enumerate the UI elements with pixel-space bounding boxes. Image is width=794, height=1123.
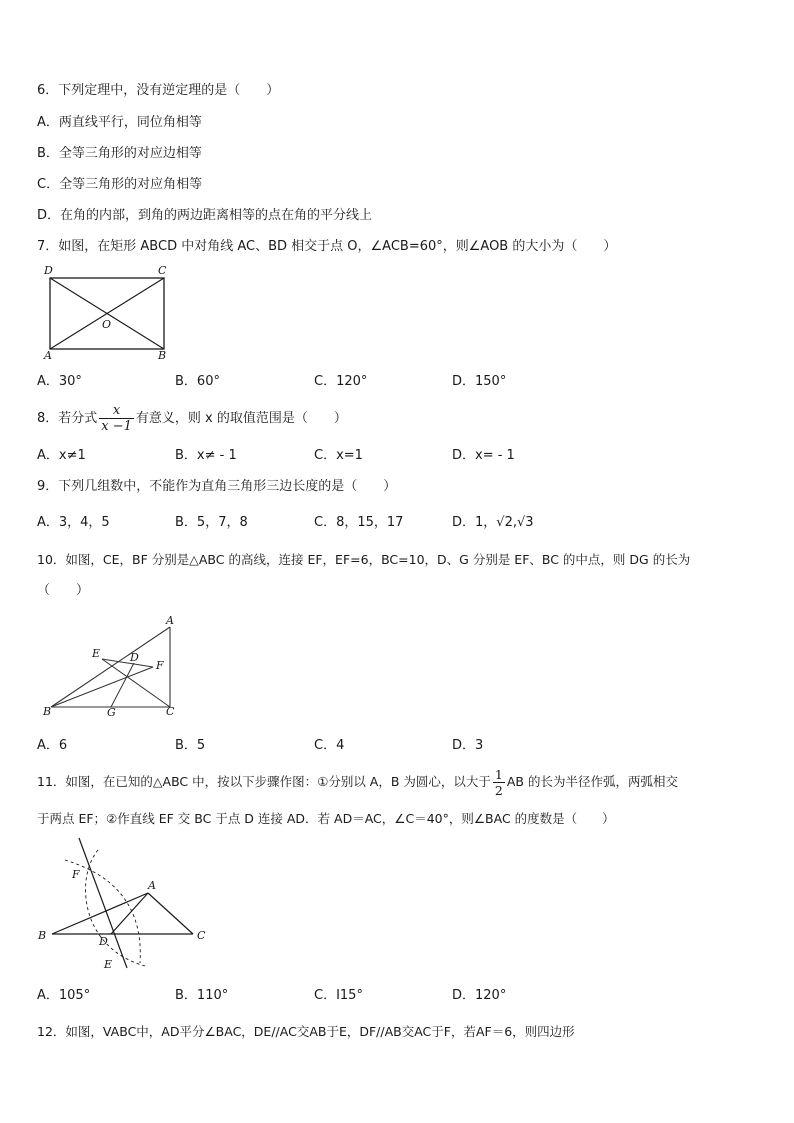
q11-option-d[interactable]: D．120° [452,988,507,1003]
q11-option-a[interactable]: A．105° [37,988,91,1003]
q6-option-c[interactable]: C．全等三角形的对应角相等 [37,177,203,192]
q10-option-d[interactable]: D．3 [452,738,484,753]
q7-label-b: B [158,349,167,362]
q11-construction-figure [35,838,215,978]
q6-option-a[interactable]: A．两直线平行，同位角相等 [37,115,202,130]
q10-triangle-figure [40,615,190,720]
q10-label-g: G [107,706,116,719]
q11-option-b[interactable]: B．110° [175,988,229,1003]
q7-option-b[interactable]: B．60° [175,374,220,389]
q8-option-d[interactable]: D．x= - 1 [452,448,515,463]
q11-segment-ad [111,893,148,934]
q8-stem-post: 有意义，则 x 的取值范围是（ ） [135,411,347,426]
q8-stem [37,402,347,436]
q10-label-d: D [130,651,139,664]
q10-stem: 10．如图，CE，BF 分别是△ABC 的高线，连接 EF，EF=6，BC=10，D、G 分别是 EF、BC 的中点，则 DG 的长为 [37,552,691,567]
q7-label-d: D [44,264,53,277]
q9-option-a[interactable]: A．3，4，5 [37,515,110,530]
q11-label-d: D [99,935,108,948]
q8-fraction-numerator: x [99,403,134,419]
q10-label-e: E [92,647,101,660]
q6-option-b[interactable]: B．全等三角形的对应边相等 [37,146,202,161]
q8-option-b[interactable]: B．x≠ - 1 [175,448,237,463]
q11-label-e: E [104,958,113,971]
q8-option-a[interactable]: A．x≠1 [37,448,86,463]
q9-stem: 9．下列几组数中，不能作为直角三角形三边长度的是（ ） [37,479,397,494]
q11-fraction [493,767,505,798]
q10-segment-dg [111,663,134,707]
q8-fraction-denominator: x −1 [101,419,132,434]
q11-fraction-denominator: 2 [494,783,503,798]
q11-option-c[interactable]: C．I15° [314,988,363,1003]
q12-stem: 12．如图，VABC中，AD平分∠BAC，DE//AC交AB于E，DF//AB交AC于F，若AF＝6，则四边形 [37,1024,575,1039]
q7-label-c: C [158,264,167,277]
q11-stem [37,765,678,799]
q11-label-a: A [148,879,156,892]
q9-option-d[interactable]: D．1，√2,√3 [452,515,534,530]
q7-option-a[interactable]: A．30° [37,374,82,389]
q11-label-f: F [72,868,80,881]
q6-stem: 6．下列定理中，没有逆定理的是（ ） [37,83,280,98]
q6-option-d[interactable]: D．在角的内部，到角的两边距离相等的点在角的平分线上 [37,208,373,223]
q10-option-b[interactable]: B．5 [175,738,206,753]
q7-option-c[interactable]: C．120° [314,374,368,389]
q11-stem-post: AB 的长为半径作弧，两弧相交 [506,774,678,789]
q10-stem-cont: （ ） [37,583,90,598]
q8-stem-pre: 8．若分式 [37,411,98,426]
q10-label-a: A [166,614,174,627]
q7-label-o: O [102,318,112,331]
q11-side-ac [148,893,193,934]
q8-option-c[interactable]: C．x=1 [314,448,363,463]
q10-label-f: F [156,659,164,672]
q10-option-c[interactable]: C．4 [314,738,345,753]
q10-segment-ef [102,659,153,667]
q10-label-c: C [166,705,175,718]
q8-fraction [99,403,134,434]
q11-label-b: B [38,929,47,942]
q7-label-a: A [44,349,52,362]
q10-label-b: B [43,705,52,718]
q11-stem-pre: 11．如图，在已知的△ABC 中，按以下步骤作图：①分别以 A，B 为圆心，以大于 [37,774,491,789]
q11-arc-from-b [86,850,145,966]
q11-side-ab [52,893,148,934]
q7-option-d[interactable]: D．150° [452,374,507,389]
q11-stem-cont: 于两点 EF；②作直线 EF 交 BC 于点 D 连接 AD．若 AD＝AC，∠C＝40°，则∠BAC 的度数是（ ） [37,811,615,826]
q7-stem: 7．如图，在矩形 ABCD 中对角线 AC、BD 相交于点 O，∠ACB=60°，则∠AOB 的大小为（ ） [37,239,617,254]
q10-option-a[interactable]: A．6 [37,738,68,753]
q9-option-c[interactable]: C．8，15，17 [314,515,404,530]
q11-label-c: C [197,929,206,942]
q9-option-b[interactable]: B．5，7，8 [175,515,248,530]
q11-fraction-numerator: 1 [494,767,503,782]
q7-rectangle-figure [40,262,175,362]
